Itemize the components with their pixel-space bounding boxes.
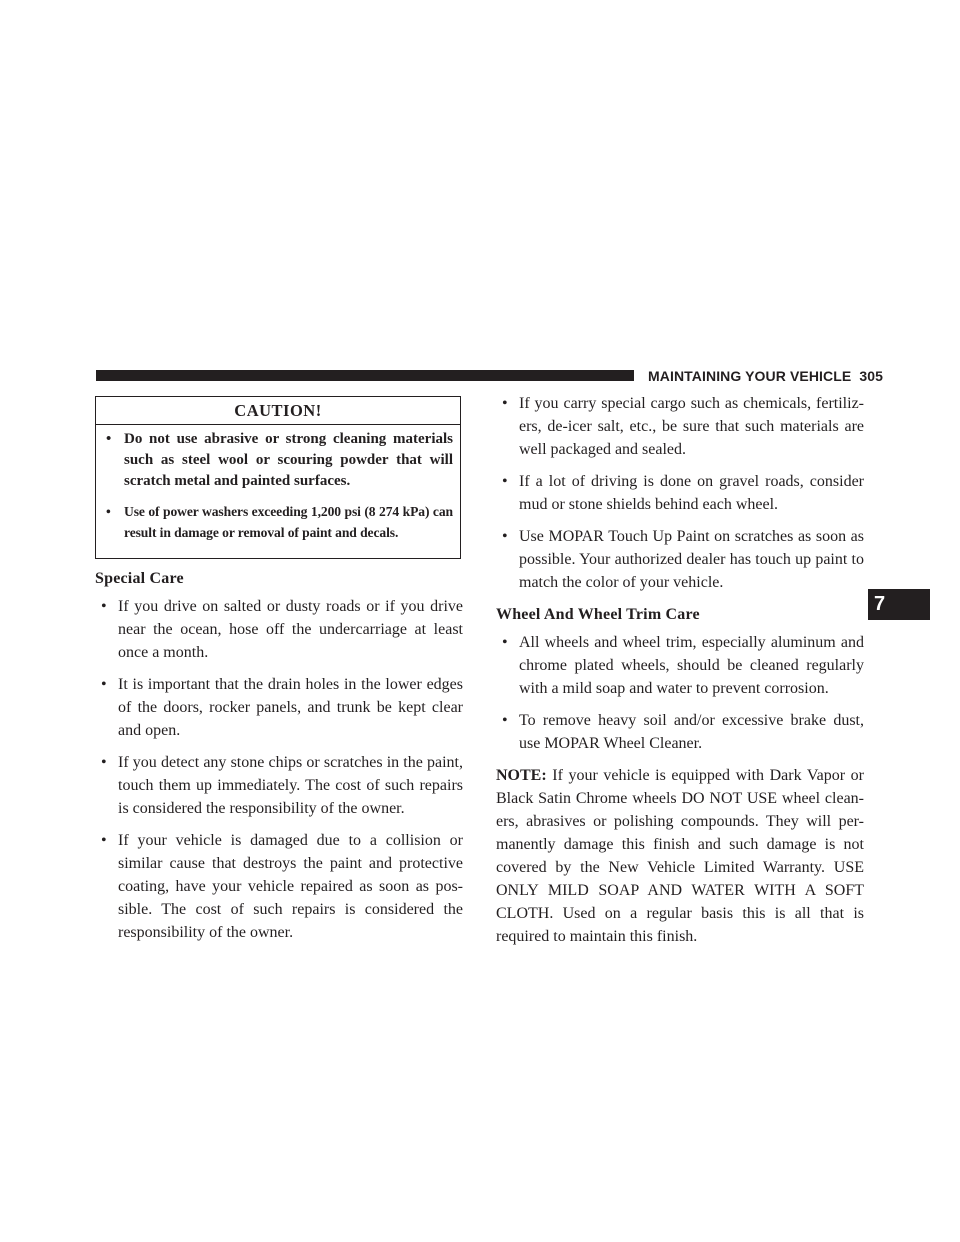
note-label: NOTE: bbox=[496, 767, 547, 784]
right-column bbox=[496, 392, 864, 948]
wheel-care-list bbox=[496, 631, 864, 755]
section-heading-special-care: Special Care bbox=[95, 570, 184, 587]
special-care-list-continued bbox=[496, 392, 864, 594]
caution-item: • Do not use abrasive or strong cleaning materials such as steel wool or scouring powder that will scratch metal and painted surfaces. bbox=[102, 429, 453, 492]
note-paragraph bbox=[496, 764, 864, 948]
caution-list bbox=[102, 429, 453, 543]
chapter-tab: 7 bbox=[868, 589, 930, 620]
list-item: • It is important that the drain holes in the lower edges of the doors, rocker panels, and trunk be kept clear and open. bbox=[95, 673, 463, 742]
left-column bbox=[95, 396, 463, 953]
caution-box bbox=[95, 396, 461, 559]
list-item: • All wheels and wheel trim, especially aluminum and chrome plated wheels, should be cleaned regularly with a mild soap and water to prevent corrosion. bbox=[496, 631, 864, 700]
caution-item: • Use of power washers exceeding 1,200 psi (8 274 kPa) can result in damage or removal of paint and decals. bbox=[102, 501, 453, 543]
list-item: • If a lot of driving is done on gravel roads, consider mud or stone shields behind each wheel. bbox=[496, 470, 864, 516]
section-title: MAINTAINING YOUR VEHICLE bbox=[648, 368, 852, 384]
caution-title: CAUTION! bbox=[96, 397, 460, 425]
list-item: • Use MOPAR Touch Up Paint on scratches as soon as possible. Your authorized dealer has touch up paint to match the color of your vehicle. bbox=[496, 525, 864, 594]
section-heading-wheel-care: Wheel And Wheel Trim Care bbox=[496, 606, 700, 623]
page-number: 305 bbox=[859, 368, 884, 384]
header-rule bbox=[96, 370, 634, 381]
list-item: • To remove heavy soil and/or excessive brake dust, use MOPAR Wheel Cleaner. bbox=[496, 709, 864, 755]
list-item: • If your vehicle is damaged due to a collision or similar cause that destroys the paint and protective coating, have your vehicle repaired as soon as pos-sible. The cost of such repairs is considered the responsibility of the owner. bbox=[95, 829, 463, 944]
note-text: If your vehicle is equipped with Dark Vapor or Black Satin Chrome wheels DO NOT USE wheel clean-ers, abrasives or polishing compounds. They will per-manently damage this finish and such damage is not covered by the New Vehicle Limited Warranty. USE ONLY MILD SOAP AND WATER WITH A SOFT CLOTH. Used on a regular basis this is all that is required to maintain this finish. bbox=[496, 767, 864, 945]
list-item: • If you carry special cargo such as chemicals, fertiliz-ers, de-icer salt, etc., be sure that such materials are well packaged and sealed. bbox=[496, 392, 864, 461]
special-care-list bbox=[95, 595, 463, 944]
running-header bbox=[648, 368, 884, 384]
caution-body bbox=[96, 425, 460, 558]
list-item: • If you detect any stone chips or scratches in the paint, touch them up immediately. The cost of such repairs is considered the responsibility of the owner. bbox=[95, 751, 463, 820]
list-item: • If you drive on salted or dusty roads or if you drive near the ocean, hose off the undercarriage at least once a month. bbox=[95, 595, 463, 664]
